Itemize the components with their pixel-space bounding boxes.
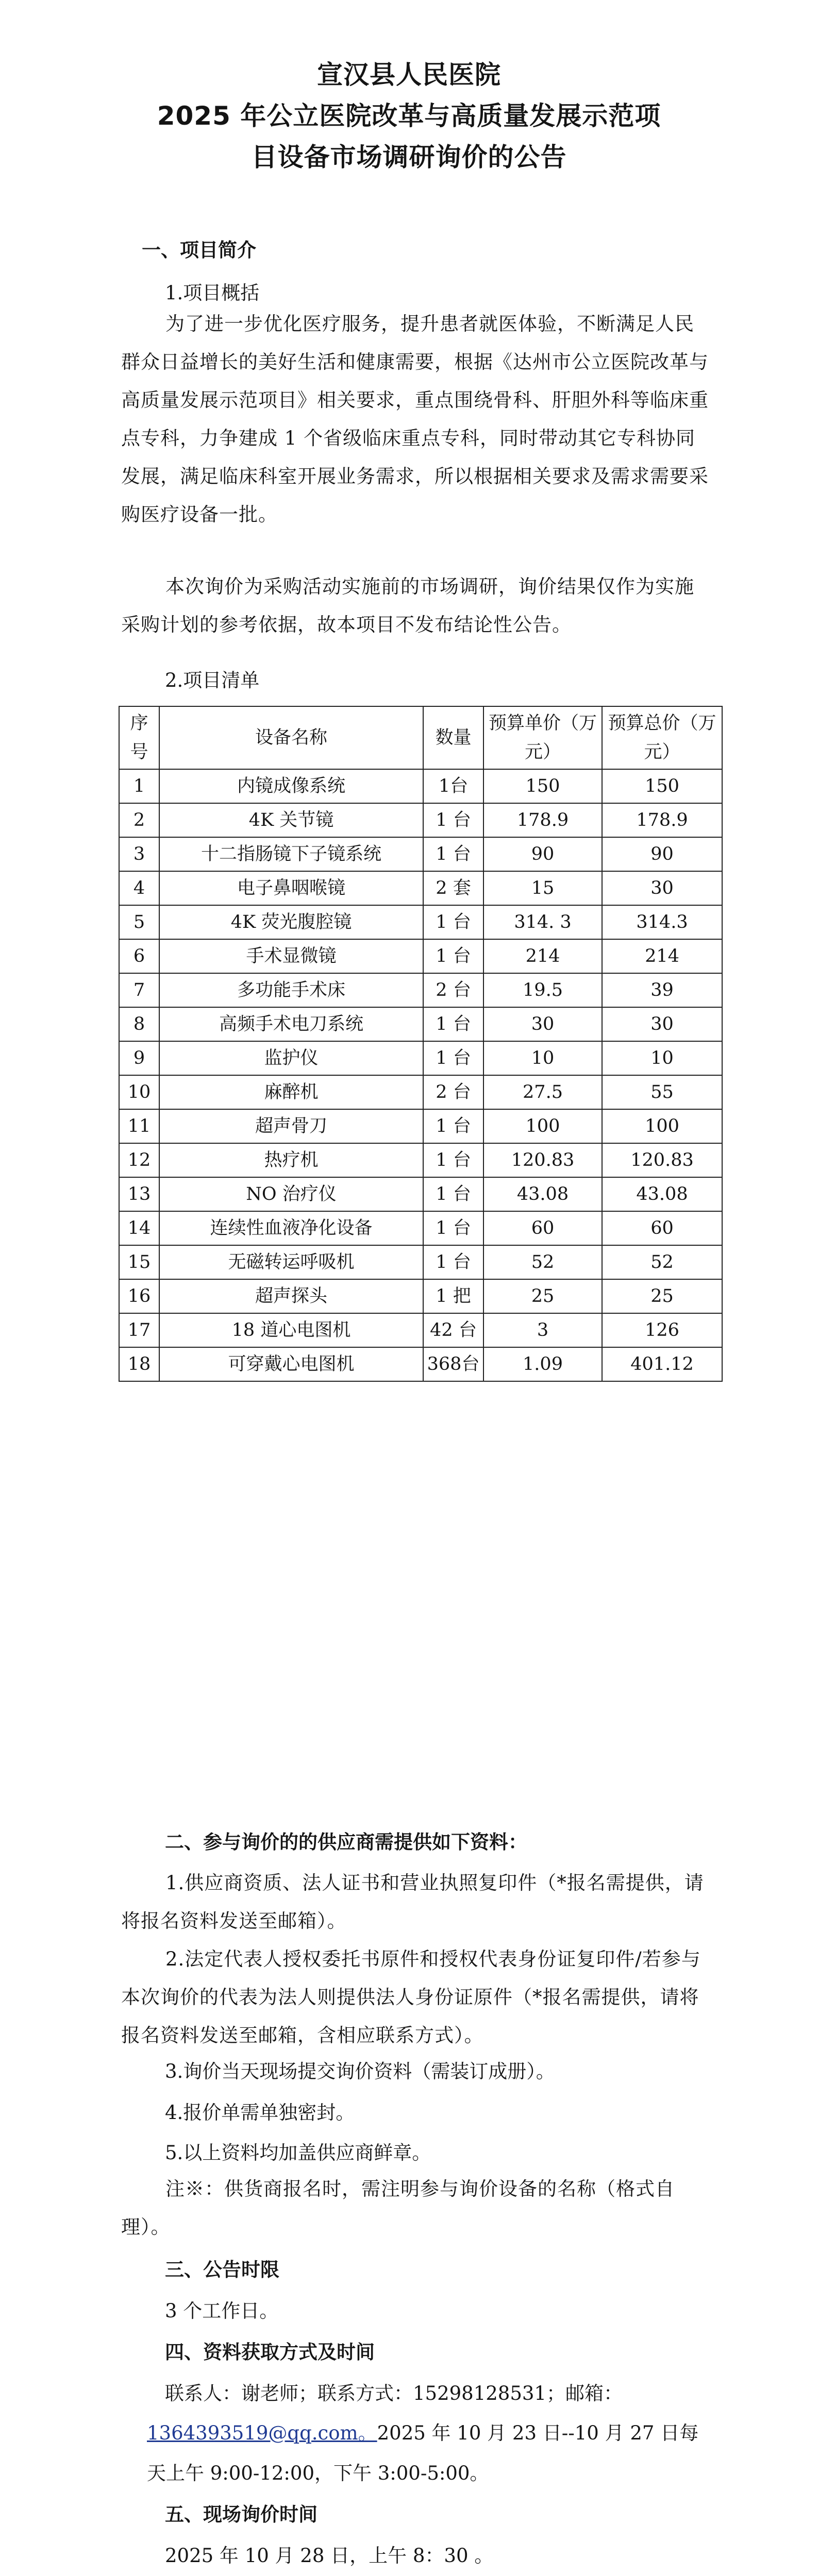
- table-row: [119, 1279, 722, 1313]
- cell-name: 监护仪: [159, 1041, 423, 1075]
- header-name: 设备名称: [159, 706, 423, 769]
- section-1-sub-2: 2.项目清单: [165, 669, 260, 691]
- cell-unit-price: 52: [483, 1245, 602, 1279]
- cell-name: 麻醉机: [159, 1075, 423, 1109]
- section-4-email-time-row: [147, 2417, 698, 2445]
- section-2-item-3: 3.询价当天现场提交询价资料（需装订成册）。: [165, 2060, 555, 2082]
- cell-total-price: 10: [602, 1041, 722, 1075]
- cell-no: 1: [119, 769, 159, 803]
- table-row: [119, 1313, 722, 1347]
- cell-no: 11: [119, 1109, 159, 1143]
- cell-unit-price: 100: [483, 1109, 602, 1143]
- cell-total-price: 150: [602, 769, 722, 803]
- cell-name: 18 道心电图机: [159, 1313, 423, 1347]
- cell-qty: 1 把: [423, 1279, 483, 1313]
- header-no: 序号: [119, 706, 159, 769]
- cell-no: 17: [119, 1313, 159, 1347]
- table-row: [119, 1041, 722, 1075]
- cell-no: 3: [119, 837, 159, 871]
- cell-qty: 2 台: [423, 1075, 483, 1109]
- cell-no: 12: [119, 1143, 159, 1177]
- table-row: [119, 1177, 722, 1211]
- cell-qty: 2 套: [423, 871, 483, 905]
- cell-qty: 1 台: [423, 939, 483, 973]
- cell-unit-price: 43.08: [483, 1177, 602, 1211]
- section-5-heading: 五、现场询价时间: [165, 2503, 318, 2526]
- table-row: [119, 803, 722, 837]
- cell-qty: 1 台: [423, 837, 483, 871]
- cell-total-price: 90: [602, 837, 722, 871]
- table-row: [119, 1143, 722, 1177]
- cell-unit-price: 150: [483, 769, 602, 803]
- cell-no: 16: [119, 1279, 159, 1313]
- cell-no: 15: [119, 1245, 159, 1279]
- section-2-heading: 二、参与询价的的供应商需提供如下资料：: [165, 1831, 527, 1853]
- cell-qty: 42 台: [423, 1313, 483, 1347]
- cell-qty: 368台: [423, 1347, 483, 1381]
- cell-total-price: 55: [602, 1075, 722, 1109]
- cell-unit-price: 214: [483, 939, 602, 973]
- cell-no: 6: [119, 939, 159, 973]
- section-1-paragraph-1: 为了进一步优化医疗服务，提升患者就医体验，不断满足人民群众日益增长的美好生活和健康需要，根据《达州市公立医院改革与高质量发展示范项目》相关要求，重点围绕骨科、肝胆外科等临床重点专科，力争建成 1 个省级临床重点专科，同时带动其它专科协同发展，满足临床科室开展业务需求，所以根据相关要求及需求需要采购医疗设备一批。: [121, 313, 709, 526]
- equipment-table: [119, 706, 723, 1382]
- table-row: [119, 769, 722, 803]
- table-row: [119, 1007, 722, 1041]
- section-2-item-1: 1.供应商资质、法人证书和营业执照复印件（*报名需提供，请将报名资料发送至邮箱）。: [121, 1872, 704, 1932]
- cell-name: 内镜成像系统: [159, 769, 423, 803]
- cell-total-price: 43.08: [602, 1177, 722, 1211]
- table-row: [119, 1109, 722, 1143]
- cell-name: 电子鼻咽喉镜: [159, 871, 423, 905]
- cell-name: 多功能手术床: [159, 973, 423, 1007]
- cell-name: 热疗机: [159, 1143, 423, 1177]
- table-header-row: [119, 706, 722, 769]
- cell-unit-price: 30: [483, 1007, 602, 1041]
- cell-qty: 1 台: [423, 1177, 483, 1211]
- cell-name: 4K 荧光腹腔镜: [159, 905, 423, 939]
- cell-qty: 1 台: [423, 1007, 483, 1041]
- cell-qty: 1台: [423, 769, 483, 803]
- section-4-time-b: 天上午 9:00-12:00，下午 3:00-5:00。: [147, 2462, 489, 2484]
- section-3-text: 3 个工作日。: [165, 2300, 279, 2322]
- section-3-heading: 三、公告时限: [165, 2259, 279, 2281]
- cell-unit-price: 60: [483, 1211, 602, 1245]
- table-row: [119, 1245, 722, 1279]
- cell-qty: 1 台: [423, 1041, 483, 1075]
- cell-unit-price: 10: [483, 1041, 602, 1075]
- cell-total-price: 126: [602, 1313, 722, 1347]
- cell-name: 可穿戴心电图机: [159, 1347, 423, 1381]
- section-1-heading: 一、项目简介: [142, 239, 256, 261]
- title-line-1: 宣汉县人民医院: [317, 60, 501, 90]
- cell-unit-price: 178.9: [483, 803, 602, 837]
- cell-no: 14: [119, 1211, 159, 1245]
- cell-qty: 1 台: [423, 905, 483, 939]
- cell-total-price: 30: [602, 871, 722, 905]
- cell-no: 13: [119, 1177, 159, 1211]
- table-row: [119, 905, 722, 939]
- cell-total-price: 30: [602, 1007, 722, 1041]
- table-row: [119, 973, 722, 1007]
- section-4-heading: 四、资料获取方式及时间: [165, 2341, 375, 2363]
- cell-qty: 1 台: [423, 1109, 483, 1143]
- title-line-2: 2025 年公立医院改革与高质量发展示范项: [157, 101, 661, 131]
- cell-qty: 2 台: [423, 973, 483, 1007]
- cell-total-price: 60: [602, 1211, 722, 1245]
- cell-name: 4K 关节镜: [159, 803, 423, 837]
- section-2-note: 注※：供货商报名时，需注明参与询价设备的名称（格式自理）。: [121, 2178, 675, 2238]
- title-line-3: 目设备市场调研询价的公告: [251, 142, 567, 172]
- cell-name: 超声探头: [159, 1279, 423, 1313]
- cell-unit-price: 120.83: [483, 1143, 602, 1177]
- section-1-paragraph-2: 本次询价为采购活动实施前的市场调研，询价结果仅作为实施采购计划的参考依据，故本项目不发布结论性公告。: [121, 575, 694, 636]
- cell-no: 10: [119, 1075, 159, 1109]
- cell-unit-price: 90: [483, 837, 602, 871]
- table-row: [119, 1211, 722, 1245]
- cell-no: 2: [119, 803, 159, 837]
- table-row: [119, 871, 722, 905]
- cell-total-price: 52: [602, 1245, 722, 1279]
- cell-name: 无磁转运呼吸机: [159, 1245, 423, 1279]
- cell-unit-price: 314. 3: [483, 905, 602, 939]
- cell-total-price: 401.12: [602, 1347, 722, 1381]
- header-qty: 数量: [423, 706, 483, 769]
- cell-name: 超声骨刀: [159, 1109, 423, 1143]
- cell-total-price: 178.9: [602, 803, 722, 837]
- cell-no: 18: [119, 1347, 159, 1381]
- cell-no: 4: [119, 871, 159, 905]
- cell-total-price: 314.3: [602, 905, 722, 939]
- cell-unit-price: 1.09: [483, 1347, 602, 1381]
- cell-total-price: 25: [602, 1279, 722, 1313]
- header-unit-price: 预算单价（万元）: [483, 706, 602, 769]
- email-link[interactable]: 1364393519@qq.com。: [147, 2422, 377, 2444]
- cell-unit-price: 27.5: [483, 1075, 602, 1109]
- section-2-item-5: 5.以上资料均加盖供应商鲜章。: [165, 2142, 431, 2164]
- section-4-time-a: 2025 年 10 月 23 日--10 月 27 日每: [377, 2422, 699, 2444]
- header-total-price: 预算总价（万元）: [602, 706, 722, 769]
- cell-qty: 1 台: [423, 1143, 483, 1177]
- table-row: [119, 1075, 722, 1109]
- cell-total-price: 39: [602, 973, 722, 1007]
- cell-name: NO 治疗仪: [159, 1177, 423, 1211]
- cell-unit-price: 15: [483, 871, 602, 905]
- table-row: [119, 837, 722, 871]
- section-2-item-4: 4.报价单需单独密封。: [165, 2102, 355, 2124]
- section-5-text: 2025 年 10 月 28 日，上午 8：30 。: [165, 2545, 494, 2567]
- cell-name: 连续性血液净化设备: [159, 1211, 423, 1245]
- cell-name: 手术显微镜: [159, 939, 423, 973]
- cell-no: 5: [119, 905, 159, 939]
- cell-no: 7: [119, 973, 159, 1007]
- cell-total-price: 100: [602, 1109, 722, 1143]
- table-row: [119, 939, 722, 973]
- cell-name: 十二指肠镜下子镜系统: [159, 837, 423, 871]
- cell-qty: 1 台: [423, 1245, 483, 1279]
- cell-no: 9: [119, 1041, 159, 1075]
- cell-qty: 1 台: [423, 803, 483, 837]
- cell-unit-price: 19.5: [483, 973, 602, 1007]
- cell-total-price: 120.83: [602, 1143, 722, 1177]
- cell-unit-price: 3: [483, 1313, 602, 1347]
- cell-unit-price: 25: [483, 1279, 602, 1313]
- cell-name: 高频手术电刀系统: [159, 1007, 423, 1041]
- cell-no: 8: [119, 1007, 159, 1041]
- cell-total-price: 214: [602, 939, 722, 973]
- section-4-contact: 联系人：谢老师；联系方式：15298128531；邮箱：: [165, 2382, 623, 2404]
- section-2-item-2: 2.法定代表人授权委托书原件和授权代表身份证复印件/若参与本次询价的代表为法人则提供法人身份证原件（*报名需提供，请将报名资料发送至邮箱，含相应联系方式）。: [121, 1948, 701, 2046]
- table-row: [119, 1347, 722, 1381]
- cell-qty: 1 台: [423, 1211, 483, 1245]
- section-1-sub-1: 1.项目概括: [165, 282, 260, 304]
